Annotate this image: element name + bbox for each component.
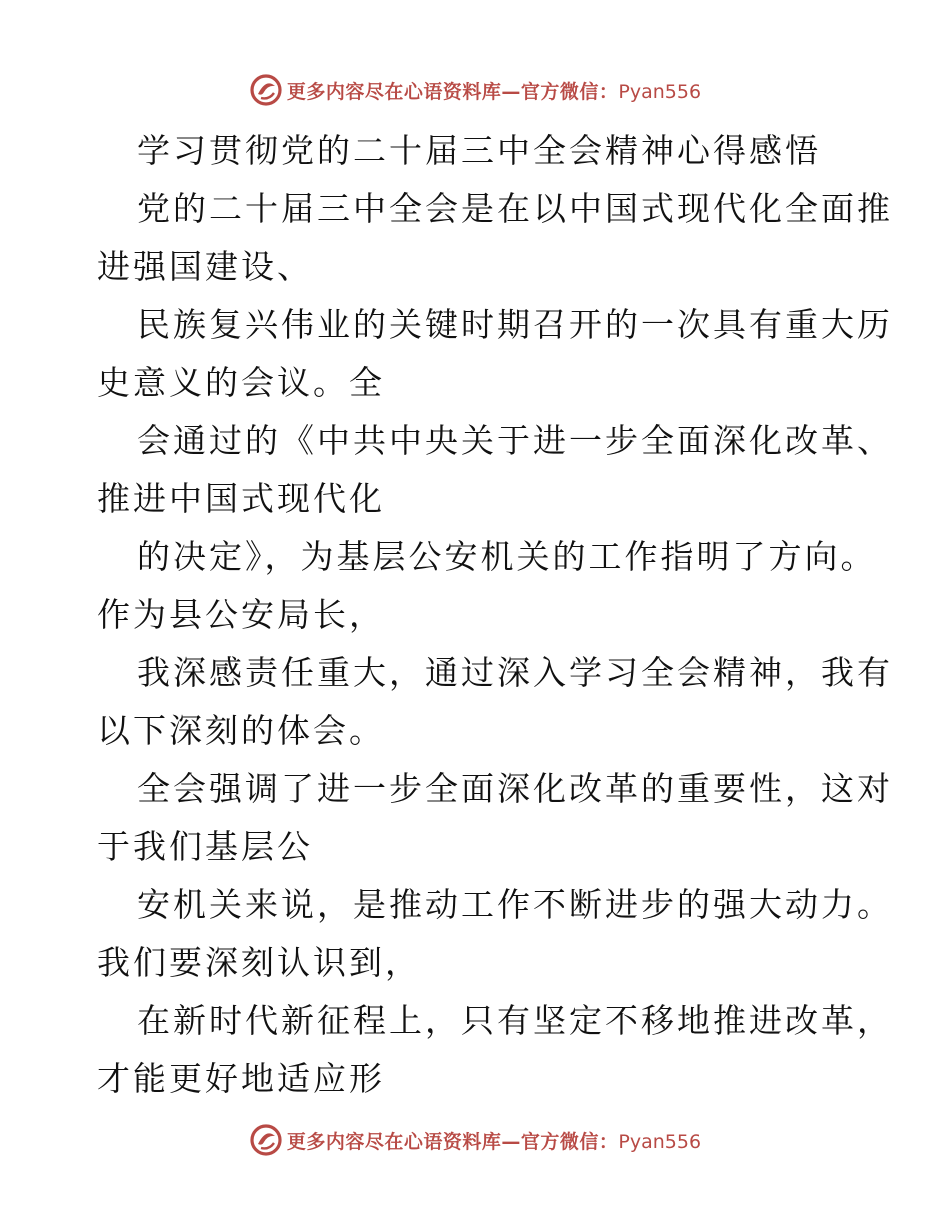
paragraph-line: 全会强调了进一步全面深化改革的重要性，这对 bbox=[137, 769, 893, 808]
watermark-contact-id: Pyan556 bbox=[618, 80, 702, 103]
paragraph-line: 进强国建设、 bbox=[97, 247, 313, 286]
paragraph-line: 安机关来说，是推动工作不断进步的强大动力。 bbox=[137, 885, 893, 924]
paragraph-line: 作为县公安局长， bbox=[97, 595, 385, 634]
paragraph-line: 以下深刻的体会。 bbox=[97, 711, 385, 750]
paragraph-line: 党的二十届三中全会是在以中国式现代化全面推 bbox=[137, 189, 893, 228]
watermark-contact-id: Pyan556 bbox=[618, 1130, 702, 1153]
footer-watermark bbox=[0, 1120, 950, 1160]
paragraph-line: 民族复兴伟业的关键时期召开的一次具有重大历 bbox=[137, 305, 893, 344]
swirl-logo-icon bbox=[249, 1123, 283, 1157]
paragraph-line: 在新时代新征程上，只有坚定不移地推进改革， bbox=[137, 1001, 893, 1040]
paragraph-line: 我深感责任重大，通过深入学习全会精神，我有 bbox=[137, 653, 893, 692]
document-title: 学习贯彻党的二十届三中全会精神心得感悟 bbox=[137, 131, 821, 170]
header-watermark bbox=[0, 70, 950, 110]
paragraph-line: 于我们基层公 bbox=[97, 827, 313, 866]
document-body bbox=[97, 122, 893, 1108]
paragraph-line: 推进中国式现代化 bbox=[97, 479, 385, 518]
paragraph-line: 的决定》，为基层公安机关的工作指明了方向。 bbox=[137, 537, 877, 576]
paragraph-line: 会通过的《中共中央关于进一步全面深化改革、 bbox=[137, 421, 893, 460]
paragraph-line: 才能更好地适应形 bbox=[97, 1059, 385, 1098]
watermark-brand-text: 更多内容尽在心语资料库—官方微信： bbox=[286, 80, 619, 103]
paragraph-line: 史意义的会议。全 bbox=[97, 363, 385, 402]
watermark-brand-text: 更多内容尽在心语资料库—官方微信： bbox=[286, 1130, 619, 1153]
swirl-logo-icon bbox=[249, 73, 283, 107]
paragraph-line: 我们要深刻认识到， bbox=[97, 943, 421, 982]
